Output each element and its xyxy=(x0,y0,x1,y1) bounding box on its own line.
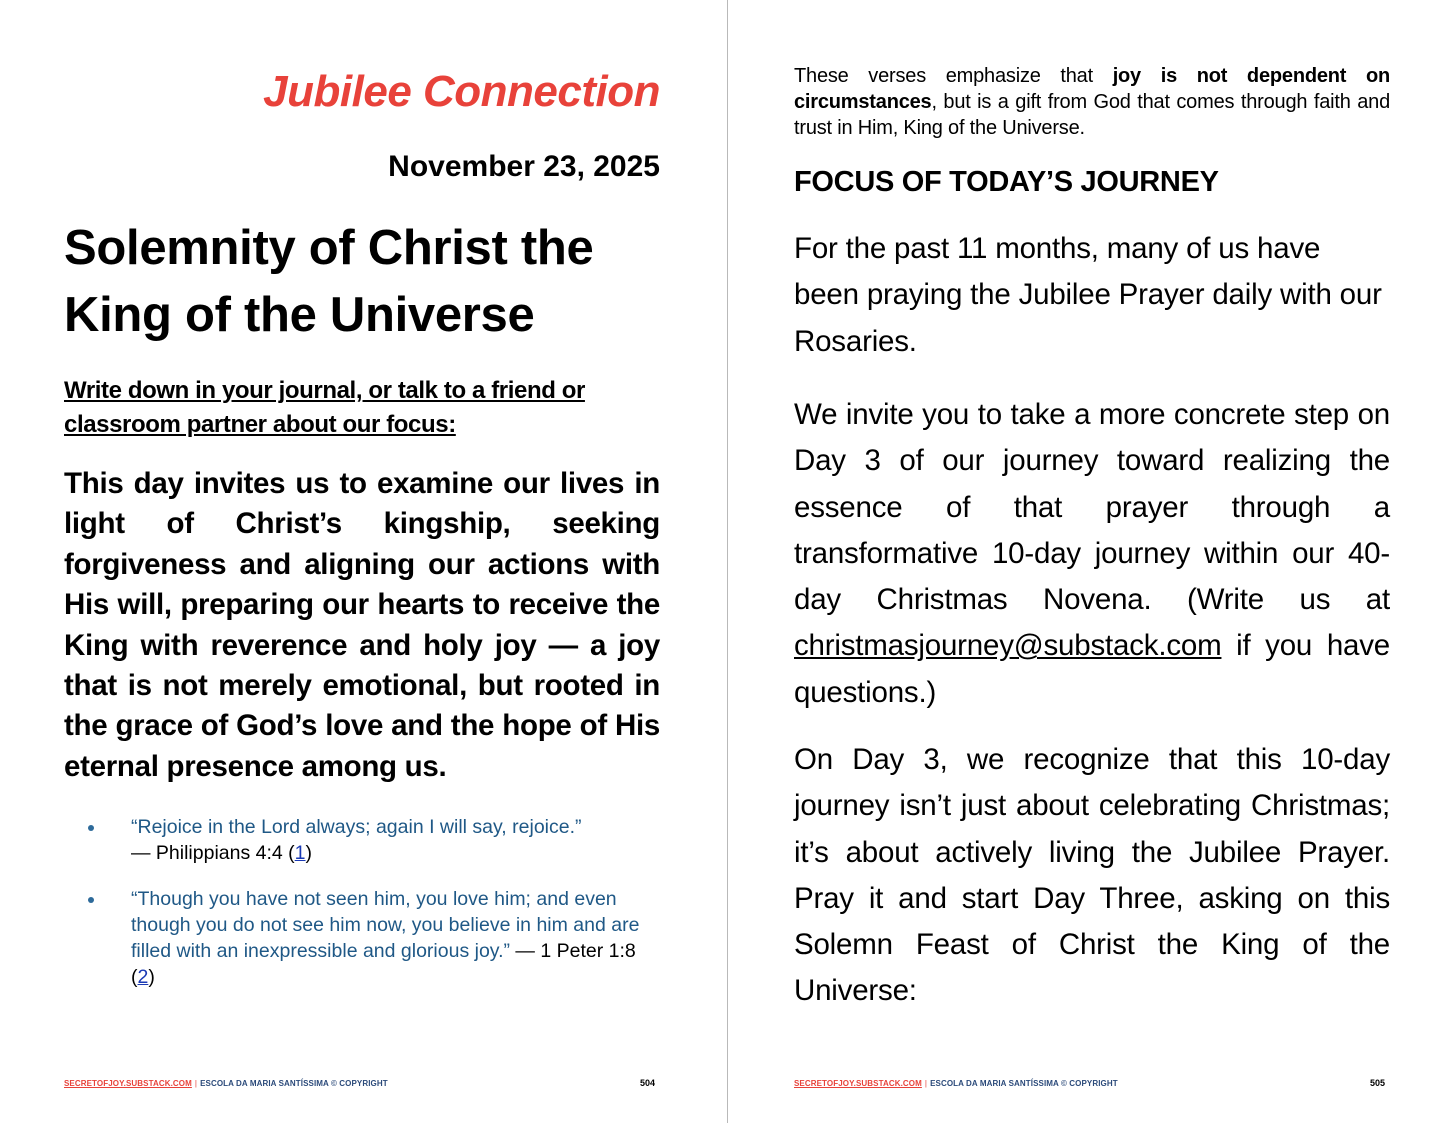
verse-reference: — Philippians 4:4 ( xyxy=(131,842,295,864)
verse-list xyxy=(88,814,648,1010)
intro-text-1: These verses emphasize that xyxy=(794,65,1113,87)
verse-reference-close: ) xyxy=(305,842,313,864)
bullet-icon xyxy=(88,897,94,903)
paragraph2-text-before: We invite you to take a more concrete step on Day 3 of our journey toward realizing the essence of that prayer through a transformative 10-day journey within our 40-day Christmas Novena. (Write us at xyxy=(794,398,1390,617)
page-title-line2: King of the Universe xyxy=(64,288,535,342)
body-paragraph-2 xyxy=(794,392,1390,716)
footer-right xyxy=(794,1078,1118,1092)
footer-separator: | xyxy=(924,1079,928,1088)
right-page xyxy=(728,0,1456,1123)
footer-separator: | xyxy=(194,1079,198,1088)
date-heading: November 23, 2025 xyxy=(388,150,660,183)
page-title-line1: Solemnity of Christ the xyxy=(64,221,594,275)
footer-copyright: ESCOLA DA MARIA SANTÍSSIMA © COPYRIGHT xyxy=(200,1079,388,1088)
paragraph2-text-after: if you have questions.) xyxy=(794,629,1390,709)
intro-text-2: , but is a gift from God that comes through faith and trust in Him, King of the Universe. xyxy=(794,91,1390,139)
section-heading: FOCUS OF TODAY’S JOURNEY xyxy=(794,166,1219,198)
intro-bold-text: joy is not dependent on circumstances xyxy=(794,65,1391,113)
footer-site-link[interactable]: SECRETOFJOY.SUBSTACK.COM xyxy=(794,1079,922,1088)
body-paragraph-3: On Day 3, we recognize that this 10-day journey isn’t just about celebrating Christmas; it’s about actively living the Jubilee Prayer. Pray it and start Day Three, asking on this Solemn Feast of Christ the King of the Universe: xyxy=(794,743,1390,1008)
verse-quote: “Rejoice in the Lord always; again I will say, rejoice.” xyxy=(131,816,582,838)
footer-copyright: ESCOLA DA MARIA SANTÍSSIMA © COPYRIGHT xyxy=(930,1079,1118,1088)
body-paragraph-1: For the past 11 months, many of us have been praying the Jubilee Prayer daily with our Rosaries. xyxy=(794,232,1382,358)
focus-paragraph: This day invites us to examine our lives in light of Christ’s kingship, seeking forgiveness and aligning our actions with His will, preparing our hearts to receive the King with reverence and holy joy — a joy that is not merely emotional, but rooted in the grace of God’s love and the hope of His eternal presence among us. xyxy=(64,467,660,783)
verse-reference-close: ) xyxy=(148,966,155,988)
left-page xyxy=(0,0,727,1123)
footnote-link-2[interactable]: 2 xyxy=(137,966,149,988)
footnote-link-1[interactable]: 1 xyxy=(294,842,306,864)
footer-site-link[interactable]: SECRETOFJOY.SUBSTACK.COM xyxy=(64,1079,192,1088)
journal-prompt: Write down in your journal, or talk to a friend or classroom partner about our focus: xyxy=(64,377,585,438)
verse-item-philippians xyxy=(88,814,648,866)
email-link[interactable]: christmasjourney@substack.com xyxy=(794,629,1222,663)
brand-title: Jubilee Connection xyxy=(263,67,660,116)
page-number-left: 504 xyxy=(640,1078,656,1088)
page-number-right: 505 xyxy=(1370,1078,1386,1088)
verse-quote: “Though you have not seen him, you love him; and even though you do not see him now, you believe in him and are filled with an inexpressible and glorious joy.” xyxy=(131,888,640,962)
bullet-icon xyxy=(88,825,94,831)
footer-left xyxy=(64,1078,388,1092)
page-title xyxy=(64,215,664,349)
verse-reference: — 1 Peter 1:8 ( xyxy=(131,940,636,988)
verse-item-peter xyxy=(88,886,648,990)
intro-paragraph xyxy=(794,63,1390,141)
